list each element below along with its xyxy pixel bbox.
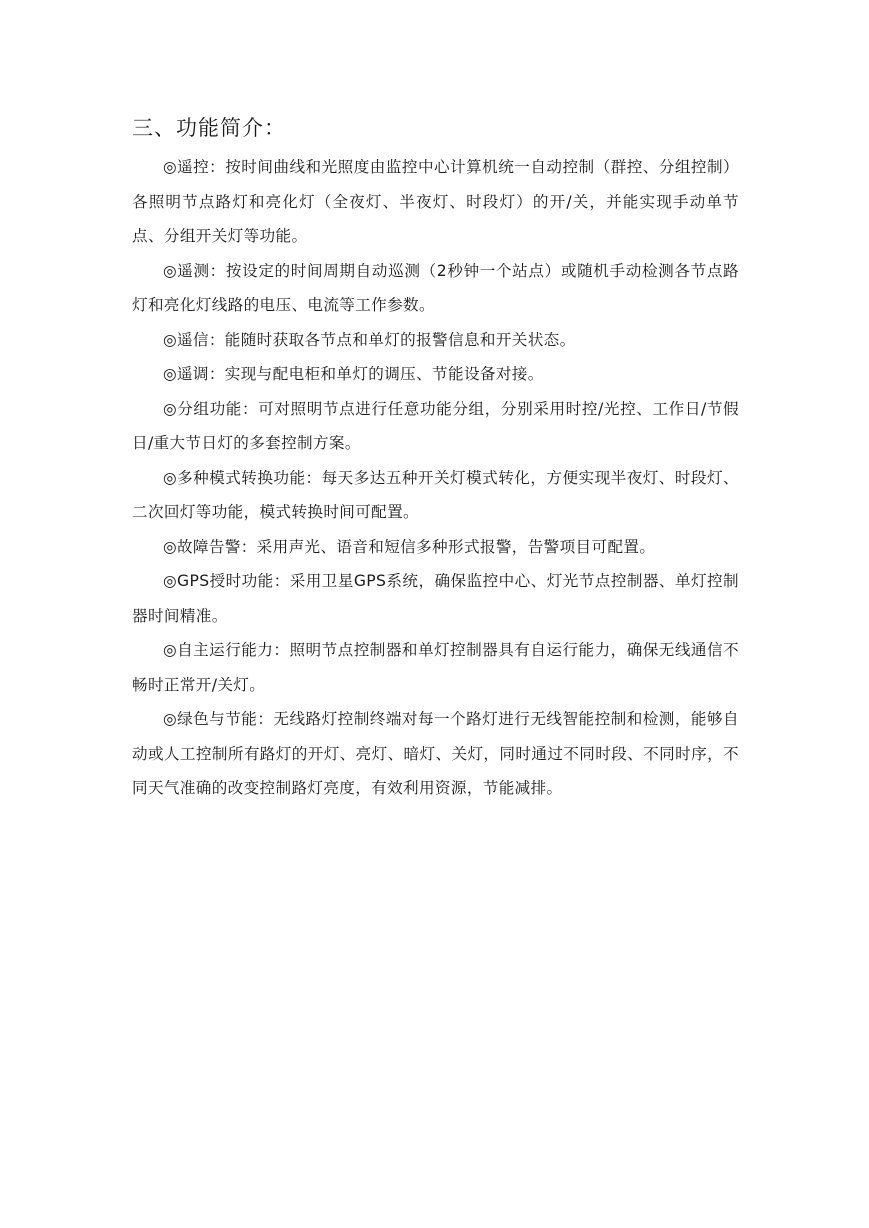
feature-remote-adjustment: ◎遥调：实现与配电柜和单灯的调压、节能设备对接。 xyxy=(163,365,544,383)
feature-mode-switching: ◎多种模式转换功能：每天多达五种开关灯模式转化，方便实现半夜灯、时段灯、二次回灯等功能，模式转换时间可配置。 xyxy=(132,468,739,521)
feature-remote-measurement: ◎遥测：按设定的时间周期自动巡测（2秒钟一个站点）或随机手动检测各节点路灯和亮化灯线路的电压、电流等工作参数。 xyxy=(132,261,739,314)
feature-grouping: ◎分组功能：可对照明节点进行任意功能分组，分别采用时控/光控、工作日/节假日/重大节日灯的多套控制方案。 xyxy=(132,399,739,452)
feature-gps-timing: ◎GPS授时功能：采用卫星GPS系统，确保监控中心、灯光节点控制器、单灯控制器时间精准。 xyxy=(132,572,739,625)
section-title: 三、功能简介： xyxy=(132,116,286,140)
feature-remote-signaling: ◎遥信：能随时获取各节点和单灯的报警信息和开关状态。 xyxy=(163,330,576,349)
feature-fault-alarm: ◎故障告警：采用声光、语音和短信多种形式报警，告警项目可配置。 xyxy=(163,537,656,556)
feature-remote-control: ◎遥控：按时间曲线和光照度由监控中心计算机统一自动控制（群控、分组控制）各照明节点路灯和亮化灯（全夜灯、半夜灯、时段灯）的开/关，并能实现手动单节点、分组开关灯等功能。 xyxy=(132,158,739,245)
feature-autonomous-operation: ◎自主运行能力：照明节点控制器和单灯控制器具有自运行能力，确保无线通信不畅时正常开/关灯。 xyxy=(132,641,739,694)
feature-green-energy-saving: ◎绿色与节能：无线路灯控制终端对每一个路灯进行无线智能控制和检测，能够自动或人工控制所有路灯的开灯、亮灯、暗灯、关灯，同时通过不同时段、不同时序，不同天气准确的改变控制路灯亮度，有效利用资源，节能减排。 xyxy=(132,710,739,797)
feature-list xyxy=(132,150,739,806)
